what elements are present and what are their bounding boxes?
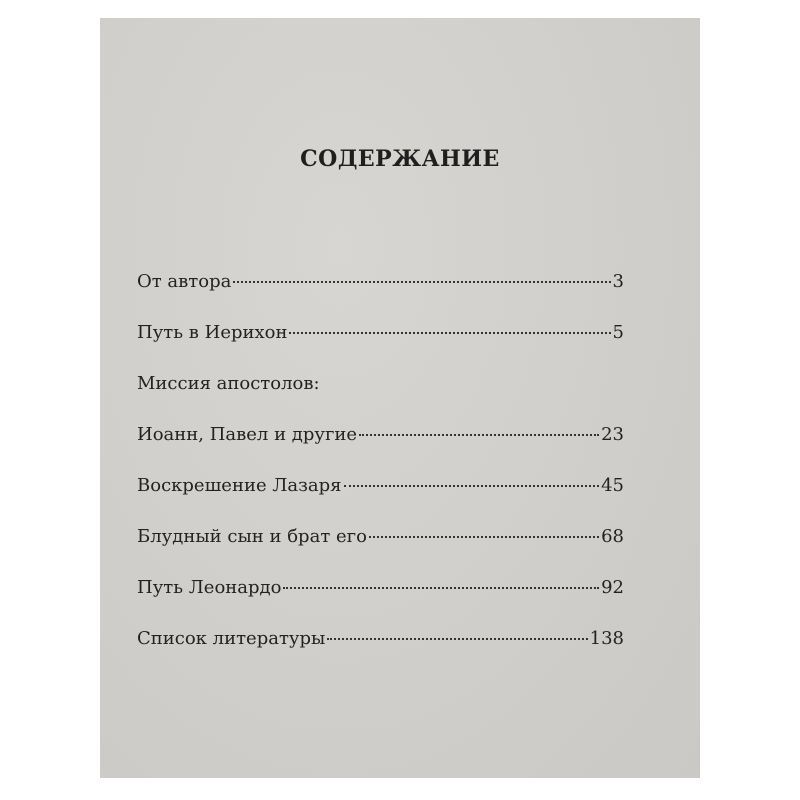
toc-entry-page: 5 (612, 322, 624, 343)
toc-entry-page: 23 (601, 424, 624, 445)
toc-entry-page: 138 (589, 628, 624, 649)
toc-entry-from-author (137, 271, 624, 322)
toc-entry-page: 3 (612, 271, 624, 292)
dot-leader (344, 485, 600, 487)
toc-section-heading (137, 373, 624, 424)
toc-entry-bibliography (137, 628, 624, 679)
toc-entry-page: 92 (601, 577, 624, 598)
toc-entry-prodigal-son (137, 526, 624, 577)
dot-leader (289, 332, 610, 334)
toc-entry-label: Путь в Иерихон (137, 322, 288, 343)
toc-section-label: Миссия апостолов: (137, 373, 320, 394)
dot-leader (369, 536, 599, 538)
book-page (100, 18, 700, 778)
toc-entry-label: От автора (137, 271, 232, 292)
toc-entry-label: Иоанн, Павел и другие (137, 424, 358, 445)
toc-entry-label: Путь Леонардо (137, 577, 282, 598)
dot-leader (359, 434, 599, 436)
table-of-contents (137, 271, 624, 679)
toc-entry-lazarus (137, 475, 624, 526)
dot-leader (233, 281, 610, 283)
toc-entry-label: Воскрешение Лазаря (137, 475, 342, 496)
dot-leader (327, 638, 587, 640)
toc-entry-page: 45 (601, 475, 624, 496)
toc-entry-leonardo (137, 577, 624, 628)
page-title: СОДЕРЖАНИЕ (300, 146, 500, 172)
toc-entry-page: 68 (601, 526, 624, 547)
toc-entry-label: Блудный сын и брат его (137, 526, 367, 547)
toc-entry-label: Список литературы (137, 628, 326, 649)
toc-entry-road-to-jericho (137, 322, 624, 373)
dot-leader (283, 587, 599, 589)
toc-entry-john-paul (137, 424, 624, 475)
